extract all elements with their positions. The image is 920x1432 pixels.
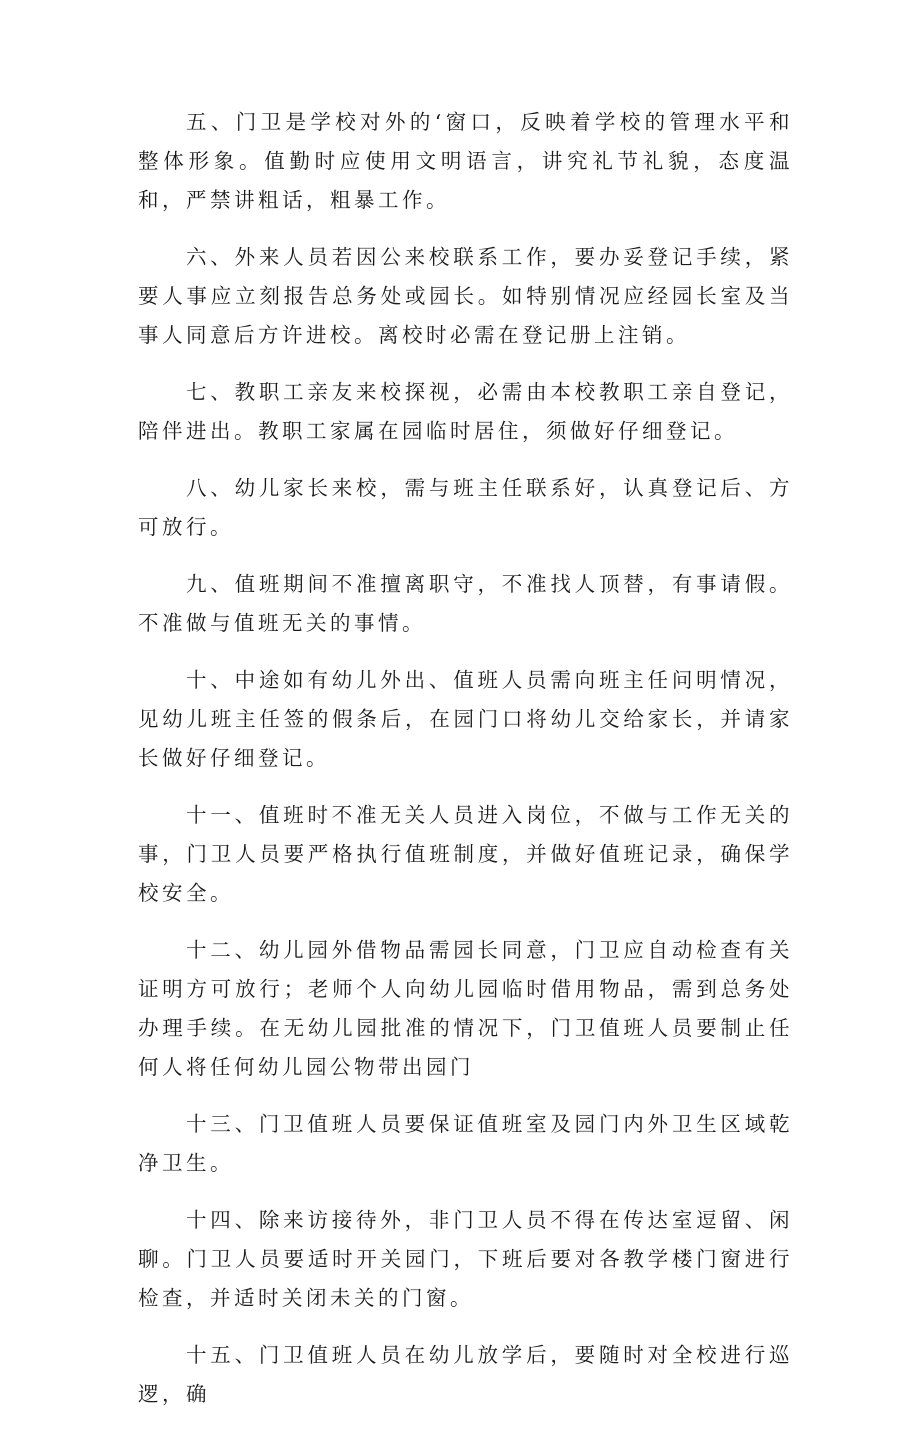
document-page [138,103,793,1432]
paragraph-11: 十一、值班时不准无关人员进入岗位，不做与工作无关的事，门卫人员要严格执行值班制度，并做好值班记录，确保学校安全。 [138,803,793,905]
paragraph-8: 八、幼儿家长来校，需与班主任联系好，认真登记后、方可放行。 [138,476,793,539]
paragraph-15: 十五、门卫值班人员在幼儿放学后，要随时对全校进行巡逻，确 [138,1343,793,1406]
paragraph-10: 十、中途如有幼儿外出、值班人员需向班主任问明情况，见幼儿班主任签的假条后，在园门口将幼儿交给家长，并请家长做好仔细登记。 [138,668,793,770]
paragraph-5: 五、门卫是学校对外的‘窗口，反映着学校的管理水平和整体形象。值勤时应使用文明语言，讲究礼节礼貌，态度温和，严禁讲粗话，粗暴工作。 [138,110,793,212]
paragraph-12: 十二、幼儿园外借物品需园长同意，门卫应自动检查有关证明方可放行；老师个人向幼儿园临时借用物品，需到总务处办理手续。在无幼儿园批准的情况下，门卫值班人员要制止任何人将任何幼儿园公物带出园门 [138,938,793,1079]
paragraph-13: 十三、门卫值班人员要保证值班室及园门内外卫生区域乾净卫生。 [138,1112,793,1175]
paragraph-14: 十四、除来访接待外，非门卫人员不得在传达室逗留、闲聊。门卫人员要适时开关园门，下班后要对各教学楼门窗进行检查，并适时关闭未关的门窗。 [138,1208,793,1310]
paragraph-7: 七、教职工亲友来校探视，必需由本校教职工亲自登记，陪伴进出。教职工家属在园临时居住，须做好仔细登记。 [138,380,793,443]
paragraph-9: 九、值班期间不准擅离职守，不准找人顶替，有事请假。不准做与值班无关的事情。 [138,572,793,635]
paragraph-6: 六、外来人员若因公来校联系工作，要办妥登记手续，紧要人事应立刻报告总务处或园长。如特别情况应经园长室及当事人同意后方许进校。离校时必需在登记册上注销。 [138,245,793,347]
